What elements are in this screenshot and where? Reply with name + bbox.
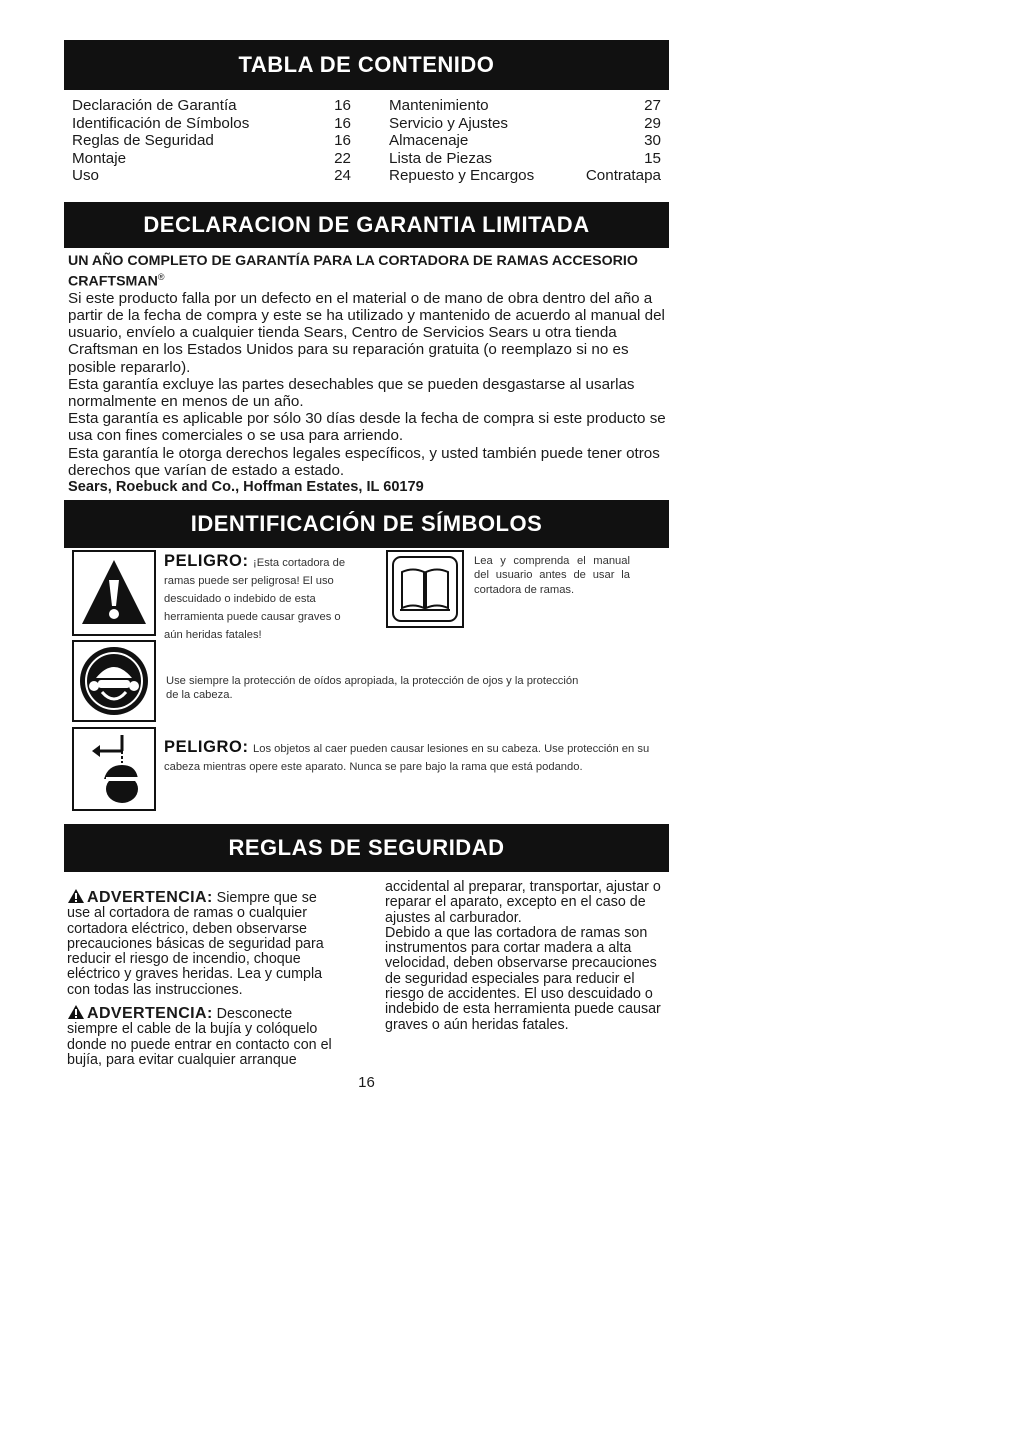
- warning-triangle-icon: [67, 1004, 85, 1020]
- symbols-banner: IDENTIFICACIÓN DE SÍMBOLOS: [64, 500, 669, 548]
- registered-mark: ®: [157, 271, 165, 282]
- warranty-heading-text: UN AÑO COMPLETO DE GARANTÍA PARA LA CORTADORA DE RAMAS ACCESORIO CRAFTSMAN: [68, 252, 638, 290]
- toc-entry: [72, 97, 351, 115]
- toc-entry-label: Mantenimiento: [389, 97, 489, 114]
- warranty-paragraph: Esta garantía excluye las partes desechables que se pueden desgastarse al usarlas normalmente en menos de un año.: [68, 375, 635, 410]
- advertencia-1: [67, 888, 343, 998]
- toc-entry-label: Uso: [72, 167, 100, 185]
- danger-description: ¡Esta cortadora de ramas puede ser peligrosa! El uso descuidado o indebido de esta herramienta puede causar graves o aún heridas fatales!: [164, 556, 346, 641]
- danger-symbol-box: [72, 550, 156, 636]
- head-protection-icon: [74, 642, 154, 720]
- toc-entry: [389, 150, 661, 168]
- toc-entry-label: Reglas de Seguridad: [72, 132, 214, 150]
- toc-entry: [389, 167, 661, 185]
- manual-description: Lea y comprenda el manual del usuario antes de usar la cortadora de ramas.: [474, 554, 630, 596]
- warranty-paragraph: Esta garantía es aplicable por sólo 30 días desde la fecha de compra si este producto se usa con fines comerciales o se usa para arriendo.: [68, 410, 666, 445]
- toc-entry-page: Contratapa: [585, 167, 661, 185]
- toc-entry: [72, 150, 351, 168]
- advertencia-text: Siempre que se use al cortadora de ramas o cualquier cortadora eléctrico, deben observarse precauciones básicas de seguridad para reducir el riesgo de incendio, choque eléctrico y graves heridas. Lea y cumpla con todas las instrucciones.: [67, 889, 324, 998]
- rules-banner: REGLAS DE SEGURIDAD: [64, 824, 669, 872]
- advertencia-2: [67, 1004, 343, 1068]
- toc-entry: [72, 115, 351, 133]
- manual-symbol-box: [386, 550, 464, 628]
- danger-label: PELIGRO:: [164, 551, 249, 570]
- toc-left-column: [72, 97, 351, 185]
- warranty-body: [68, 290, 669, 479]
- rules-left-column: [67, 886, 343, 1068]
- falling-objects-text: [164, 738, 654, 775]
- toc-entry-page: 22: [334, 149, 351, 167]
- toc-entry-page: 16: [334, 132, 351, 150]
- manual-page: [64, 40, 669, 1091]
- toc-right-column: [389, 97, 661, 185]
- toc-entry-label: Declaración de Garantía: [72, 97, 237, 114]
- toc-banner: TABLA DE CONTENIDO: [64, 40, 669, 90]
- toc-entry: [72, 167, 351, 185]
- toc-entry: [389, 115, 661, 133]
- falling-object-icon: [74, 729, 154, 809]
- rules-paragraph: Debido a que las cortadora de ramas son instrumentos para cortar madera a alta velocidad, deben observarse precauciones de seguridad especiales para reducir el riesgo de accidentes. El uso descuidado o indebido de esta herramienta puede causar graves o aún heridas fatales.: [385, 924, 661, 1033]
- falling-danger-description: Los objetos al caer pueden causar lesiones en su cabeza. Use protección en su cabeza mientras opere este aparato. Nunca se pare bajo la rama que está podando.: [164, 742, 650, 773]
- rules-body: [64, 878, 669, 1068]
- toc-entry-page: 30: [644, 132, 661, 150]
- toc-entry-page: 16: [334, 97, 351, 114]
- warranty-paragraph: Si este producto falla por un defecto en el material o de mano de obra dentro del año a partir de la fecha de compra y este se ha utilizado y mantenido de acuerdo al manual del usuario, envíelo a cualquier tienda Sears, Centro de Servicios Sears u otra tienda Craftsman en los Estados Unidos para su reparación gratuita (o reemplazo si no es posible repararlo).: [68, 289, 665, 376]
- warning-triangle-icon: [74, 552, 154, 634]
- toc-entry-label: Servicio y Ajustes: [389, 114, 509, 132]
- toc-entry-label: Lista de Piezas: [389, 149, 492, 167]
- danger-text: [164, 552, 356, 643]
- toc-entry-page: 16: [334, 114, 351, 132]
- toc-entry-page: 24: [334, 167, 351, 185]
- toc-entry-label: Repuesto y Encargos: [389, 167, 535, 185]
- toc-entry-page: 27: [644, 97, 661, 114]
- toc-entry-page: 15: [644, 149, 661, 167]
- warranty-heading: [68, 253, 669, 290]
- page-number: 16: [358, 1074, 375, 1092]
- open-book-icon: [388, 552, 462, 626]
- toc-entry: [72, 132, 351, 150]
- toc-entry-label: Almacenaje: [389, 132, 469, 150]
- warranty-company: Sears, Roebuck and Co., Hoffman Estates, IL 60179: [68, 478, 424, 495]
- falling-objects-symbol-box: [72, 727, 156, 811]
- protection-symbol-box: [72, 640, 156, 722]
- symbols-section: [64, 548, 669, 816]
- advertencia-label: ADVERTENCIA:: [87, 888, 213, 906]
- toc-entry: [389, 97, 661, 115]
- protection-description: Use siempre la protección de oídos apropiada, la protección de ojos y la protección de la cabeza.: [166, 674, 579, 702]
- toc-entry: [389, 132, 661, 150]
- rules-right-column: [385, 880, 669, 1068]
- toc-entry-label: Montaje: [72, 149, 127, 167]
- rules-paragraph: accidental al preparar, transportar, ajustar o reparar el aparato, excepto en el caso de ajustes al carburador.: [385, 878, 661, 926]
- table-of-contents: [64, 97, 669, 185]
- warranty-banner: DECLARACION DE GARANTIA LIMITADA: [64, 202, 669, 248]
- toc-entry-label: Identificación de Símbolos: [72, 114, 250, 132]
- toc-entry-page: 29: [644, 114, 661, 132]
- advertencia-text: Desconecte siempre el cable de la bujía y colóquelo donde no puede entrar en contacto con el bujía, para evitar cualquier arranque: [67, 1006, 332, 1068]
- warranty-paragraph: Esta garantía le otorga derechos legales específicos, y usted también puede tener otros derechos que varían de estado a estado.: [68, 444, 660, 479]
- advertencia-label: ADVERTENCIA:: [87, 1005, 213, 1023]
- falling-danger-label: PELIGRO:: [164, 737, 249, 756]
- warning-triangle-icon: [67, 888, 85, 904]
